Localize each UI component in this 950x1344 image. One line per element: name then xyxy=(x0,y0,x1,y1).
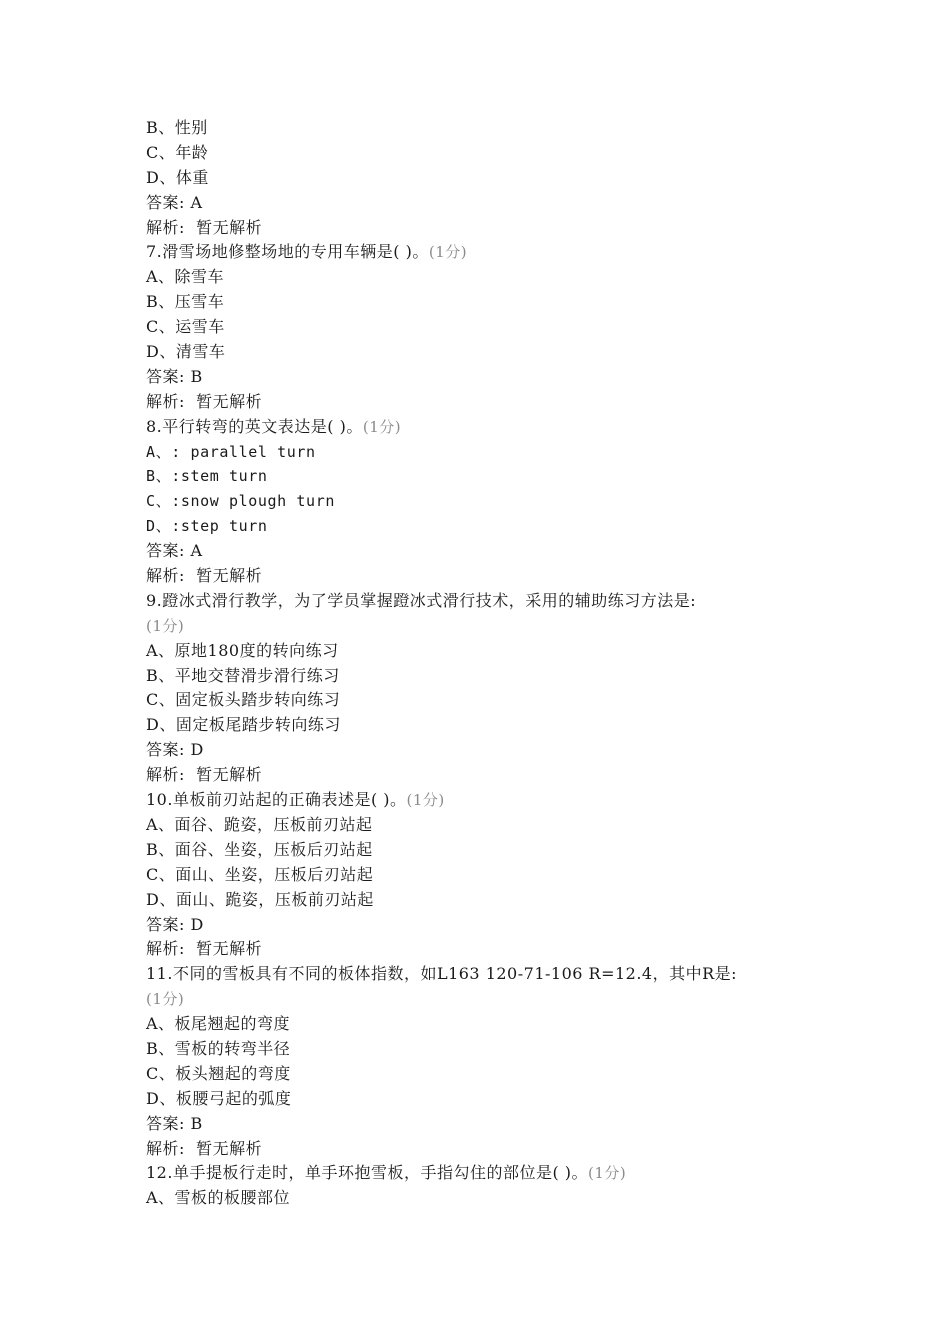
analysis xyxy=(146,564,826,589)
question-text: 9.蹬冰式滑行教学，为了学员掌握蹬冰式滑行技术，采用的辅助练习方法是: xyxy=(146,590,697,610)
answer xyxy=(146,738,826,763)
option-a xyxy=(146,440,826,465)
line-text: B、:stem turn xyxy=(146,467,268,486)
line-text: B、压雪车 xyxy=(146,292,225,312)
line-text: D、板腰弓起的弧度 xyxy=(146,1088,292,1108)
line-text: 解析: 暂无解析 xyxy=(146,1138,263,1158)
question-11-score xyxy=(146,987,826,1012)
line-text: C、年龄 xyxy=(146,142,209,162)
option-b xyxy=(146,1037,826,1062)
analysis xyxy=(146,390,826,415)
question-9-score xyxy=(146,614,826,639)
question-7 xyxy=(146,240,826,265)
option-a xyxy=(146,1186,826,1211)
line-text: 解析: 暂无解析 xyxy=(146,765,263,785)
answer xyxy=(146,365,826,390)
line-text: B、平地交替滑步滑行练习 xyxy=(146,665,340,685)
option-c xyxy=(146,315,826,340)
line-text: D、固定板尾踏步转向练习 xyxy=(146,715,341,735)
line-text: 答案: A xyxy=(146,192,203,212)
line-text: 答案: D xyxy=(146,740,204,760)
question-text: 10.单板前刃站起的正确表述是( )。 xyxy=(146,790,407,810)
answer xyxy=(146,191,826,216)
option-b xyxy=(146,116,826,141)
score-label: (1分) xyxy=(146,616,185,635)
line-text: 答案: A xyxy=(146,541,203,561)
analysis xyxy=(146,937,826,962)
option-a xyxy=(146,1012,826,1037)
score-label: (1分) xyxy=(362,417,402,436)
option-b xyxy=(146,464,826,489)
line-text: A、雪板的板腰部位 xyxy=(146,1188,291,1208)
question-text: 8.平行转弯的英文表达是( )。 xyxy=(146,416,363,436)
option-d xyxy=(146,514,826,539)
analysis xyxy=(146,763,826,788)
option-a xyxy=(146,813,826,838)
question-11 xyxy=(146,962,826,987)
line-text: C、面山、坐姿，压板后刃站起 xyxy=(146,864,374,884)
line-text: A、原地180度的转向练习 xyxy=(146,640,339,660)
line-text: D、:step turn xyxy=(146,517,268,536)
line-text: 答案: D xyxy=(146,914,204,934)
option-c xyxy=(146,1062,826,1087)
line-text: 解析: 暂无解析 xyxy=(146,566,263,586)
option-b xyxy=(146,664,826,689)
line-text: C、板头翘起的弯度 xyxy=(146,1063,291,1083)
score-label: (1分) xyxy=(406,791,445,810)
answer xyxy=(146,913,826,938)
option-c xyxy=(146,489,826,514)
option-d xyxy=(146,340,826,365)
option-b xyxy=(146,290,826,315)
line-text: 答案: B xyxy=(146,1113,203,1133)
question-9 xyxy=(146,589,826,614)
option-a xyxy=(146,639,826,664)
line-text: C、:snow plough turn xyxy=(146,492,335,511)
analysis xyxy=(146,1137,826,1162)
answer xyxy=(146,539,826,564)
analysis xyxy=(146,216,826,241)
option-d xyxy=(146,713,826,738)
option-d xyxy=(146,888,826,913)
option-c xyxy=(146,141,826,166)
score-label: (1分) xyxy=(428,243,468,262)
score-label: (1分) xyxy=(146,990,185,1009)
line-text: A、面谷、跪姿，压板前刃站起 xyxy=(146,814,373,834)
option-c xyxy=(146,863,826,888)
question-text: 11.不同的雪板具有不同的板体指数，如L163 120-71-106 R=12.4，其中R是: xyxy=(146,964,738,984)
score-label: (1分) xyxy=(588,1164,627,1183)
line-text: 答案: B xyxy=(146,366,203,386)
option-b xyxy=(146,838,826,863)
line-text: 解析: 暂无解析 xyxy=(146,391,263,411)
question-text: 7.滑雪场地修整场地的专用车辆是( )。 xyxy=(146,242,429,262)
option-d xyxy=(146,166,826,191)
line-text: 解析: 暂无解析 xyxy=(146,939,263,959)
line-text: D、清雪车 xyxy=(146,342,226,362)
line-text: C、运雪车 xyxy=(146,317,225,337)
question-list xyxy=(146,116,826,1211)
line-text: A、板尾翘起的弯度 xyxy=(146,1014,291,1034)
option-d xyxy=(146,1087,826,1112)
line-text: B、性别 xyxy=(146,118,208,137)
question-text: 12.单手提板行走时，单手环抱雪板，手指勾住的部位是( )。 xyxy=(146,1163,589,1183)
line-text: B、雪板的转弯半径 xyxy=(146,1038,291,1058)
line-text: C、固定板头踏步转向练习 xyxy=(146,690,341,710)
question-8 xyxy=(146,415,826,440)
line-text: A、除雪车 xyxy=(146,267,225,287)
line-text: 解析: 暂无解析 xyxy=(146,217,263,237)
line-text: D、体重 xyxy=(146,167,209,187)
line-text: D、面山、跪姿，压板前刃站起 xyxy=(146,889,374,909)
line-text: B、面谷、坐姿，压板后刃站起 xyxy=(146,839,373,859)
option-a xyxy=(146,265,826,290)
line-text: A、: parallel turn xyxy=(146,442,316,461)
question-10 xyxy=(146,788,826,813)
question-12 xyxy=(146,1161,826,1186)
option-c xyxy=(146,688,826,713)
answer xyxy=(146,1112,826,1137)
